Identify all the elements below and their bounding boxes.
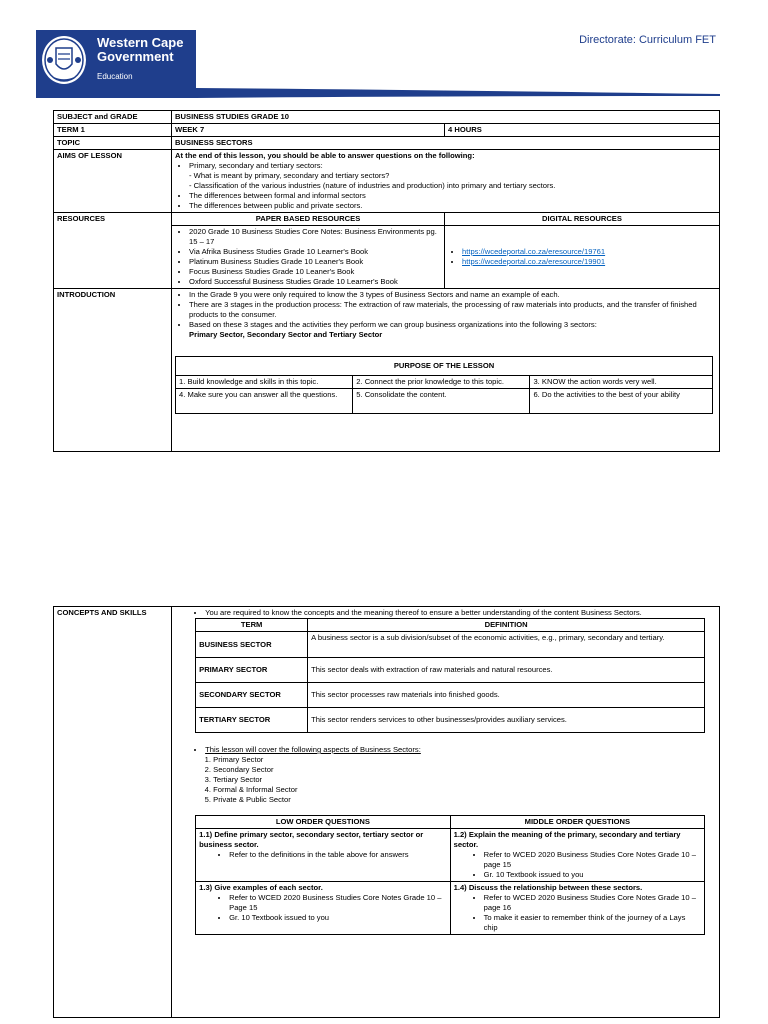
aspect-item: 2. Secondary Sector: [213, 765, 716, 775]
question-cell: [196, 829, 451, 882]
question-hints: [199, 893, 447, 923]
purpose-item: 2. Connect the prior knowledge to this topic.: [353, 376, 530, 389]
concepts-label: CONCEPTS AND SKILLS: [54, 607, 172, 1018]
resources-label: RESOURCES: [54, 213, 172, 289]
introduction-item: [189, 320, 716, 340]
aspect-item: 4. Formal & Informal Sector: [213, 785, 716, 795]
question-text: 1.4) Discuss the relationship between these sectors.: [453, 883, 643, 892]
question-hints: [454, 893, 702, 933]
aspects-intro: • This lesson will cover the following aspects of Business Sectors:: [205, 745, 716, 755]
digital-resource-link[interactable]: https://wcedeportal.co.za/eresource/19761: [462, 247, 606, 256]
paper-resources-heading: PAPER BASED RESOURCES: [172, 213, 445, 226]
terms-table: [195, 618, 705, 733]
introduction-sectors: Primary Sector, Secondary Sector and Tertiary Sector: [189, 330, 383, 339]
aims-item: • The differences between public and private sectors.: [189, 201, 716, 211]
term-definition: This sector renders services to other businesses/provides auxiliary services.: [308, 708, 705, 733]
low-order-heading: LOW ORDER QUESTIONS: [196, 816, 451, 829]
question-hint: • Refer to the definitions in the table above for answers: [229, 850, 447, 860]
question-hints: [454, 850, 702, 880]
paper-resources-cell: [172, 226, 445, 289]
question-cell: [450, 882, 705, 935]
logo-text-line2: Government: [97, 49, 174, 64]
introduction-item-text: Based on these 3 stages and the activities they perform we can group business organizations into the following 3 sectors:: [189, 320, 597, 329]
logo-text-line3: Education: [97, 72, 133, 81]
purpose-item: 3. KNOW the action words very well.: [530, 376, 713, 389]
subject-value: BUSINESS STUDIES GRADE 10: [172, 111, 720, 124]
logo-text-line1: Western Cape: [97, 35, 184, 50]
topic-label: TOPIC: [54, 137, 172, 150]
term-name: SECONDARY SECTOR: [196, 683, 308, 708]
question-text: 1.3) Give examples of each sector.: [199, 883, 323, 892]
purpose-item: 5. Consolidate the content.: [353, 389, 530, 414]
introduction-item: • There are 3 stages in the production process: The extraction of raw materials, the processing of raw materials into products, and the transfer of finished products to the consumer.: [189, 300, 716, 320]
paper-resource-item: • Oxford Successful Business Studies Grade 10 Learner's Book: [189, 277, 441, 287]
aims-list: [175, 161, 716, 211]
term-heading: TERM: [196, 619, 308, 632]
term-definition: This sector processes raw materials into finished goods.: [308, 683, 705, 708]
digital-resource-link[interactable]: https://wcedeportal.co.za/eresource/19901: [462, 257, 606, 266]
subject-label: SUBJECT and GRADE: [54, 111, 172, 124]
paper-resource-item: • Platinum Business Studies Grade 10 Leaner's Book: [189, 257, 441, 267]
aims-subitem: - Classification of the various industries (nature of industries and production) into primary and tertiary sectors.: [189, 181, 556, 190]
term-name: BUSINESS SECTOR: [196, 632, 308, 658]
aims-intro: At the end of this lesson, you should be able to answer questions on the following:: [175, 151, 475, 160]
concepts-cell: [172, 607, 720, 1018]
aspect-item: 3. Tertiary Sector: [213, 775, 716, 785]
aspects-intro-list: [175, 745, 716, 755]
aspect-item: 5. Private & Public Sector: [213, 795, 716, 805]
aims-cell: [172, 150, 720, 213]
concepts-intro-list: [175, 608, 716, 618]
definition-heading: DEFINITION: [308, 619, 705, 632]
digital-resources-heading: DIGITAL RESOURCES: [445, 213, 720, 226]
introduction-list: [175, 290, 716, 340]
introduction-item: • In the Grade 9 you were only required to know the 3 types of Business Sectors and name an example of each.: [189, 290, 716, 300]
directorate-label: Directorate: Curriculum FET: [579, 34, 716, 46]
question-hint: • Refer to WCED 2020 Business Studies Core Notes Grade 10 – Page 15: [229, 893, 447, 913]
question-hint: • Gr. 10 Textbook issued to you: [229, 913, 447, 923]
lesson-overview-table: [53, 110, 720, 452]
introduction-cell: [172, 289, 720, 452]
question-hint: • Refer to WCED 2020 Business Studies Core Notes Grade 10 – page 15: [484, 850, 702, 870]
aims-label: AIMS OF LESSON: [54, 150, 172, 213]
term-definition: This sector deals with extraction of raw materials and natural resources.: [308, 658, 705, 683]
aims-item: • The differences between formal and informal sectors: [189, 191, 716, 201]
purpose-item: 6. Do the activities to the best of your ability: [530, 389, 713, 414]
paper-resource-item: • Via Afrika Business Studies Grade 10 Learner's Book: [189, 247, 441, 257]
question-cell: [196, 882, 451, 935]
term-definition: A business sector is a sub division/subset of the economic activities, e.g., primary, secondary and tertiary.: [308, 632, 705, 658]
digital-resources-list: [448, 247, 716, 267]
coat-of-arms-icon: [40, 34, 88, 86]
hours-value: 4 HOURS: [445, 124, 720, 137]
aims-subitem: - What is meant by primary, secondary and tertiary sectors?: [189, 171, 390, 180]
purpose-item: 1. Build knowledge and skills in this topic.: [176, 376, 353, 389]
middle-order-heading: MIDDLE ORDER QUESTIONS: [450, 816, 705, 829]
question-hints: [199, 850, 447, 860]
question-cell: [450, 829, 705, 882]
header-band: [36, 88, 720, 98]
question-hint: • Refer to WCED 2020 Business Studies Core Notes Grade 10 – page 16: [484, 893, 702, 913]
term-name: PRIMARY SECTOR: [196, 658, 308, 683]
aspect-item: 1. Primary Sector: [213, 755, 716, 765]
questions-table: [195, 815, 705, 935]
question-hint: • To make it easier to remember think of the journey of a Lays chip: [484, 913, 702, 933]
paper-resources-list: [175, 227, 441, 287]
aims-item: • Primary, secondary and tertiary sectors:: [189, 161, 716, 171]
paper-resource-item: • Focus Business Studies Grade 10 Leaner's Book: [189, 267, 441, 277]
topic-value: BUSINESS SECTORS: [172, 137, 720, 150]
purpose-item: 4. Make sure you can answer all the questions.: [176, 389, 353, 414]
term-name: TERTIARY SECTOR: [196, 708, 308, 733]
purpose-heading: PURPOSE OF THE LESSON: [176, 357, 713, 376]
digital-resources-cell: [445, 226, 720, 289]
term-label: TERM 1: [54, 124, 172, 137]
purpose-table: [175, 356, 713, 414]
aspects-list: [175, 755, 716, 805]
question-hint: • Gr. 10 Textbook issued to you: [484, 870, 702, 880]
concepts-table: [53, 606, 720, 1018]
introduction-label: INTRODUCTION: [54, 289, 172, 452]
paper-resource-item: • 2020 Grade 10 Business Studies Core Notes: Business Environments pg. 15 – 17: [189, 227, 441, 247]
week-value: WEEK 7: [172, 124, 445, 137]
concepts-intro: • You are required to know the concepts and the meaning thereof to ensure a better understanding of the content Business Sectors.: [205, 608, 716, 618]
question-text: 1.2) Explain the meaning of the primary, secondary and tertiary sector.: [453, 830, 681, 849]
question-text: 1.1) Define primary sector, secondary sector, tertiary sector or business sector.: [199, 830, 424, 849]
